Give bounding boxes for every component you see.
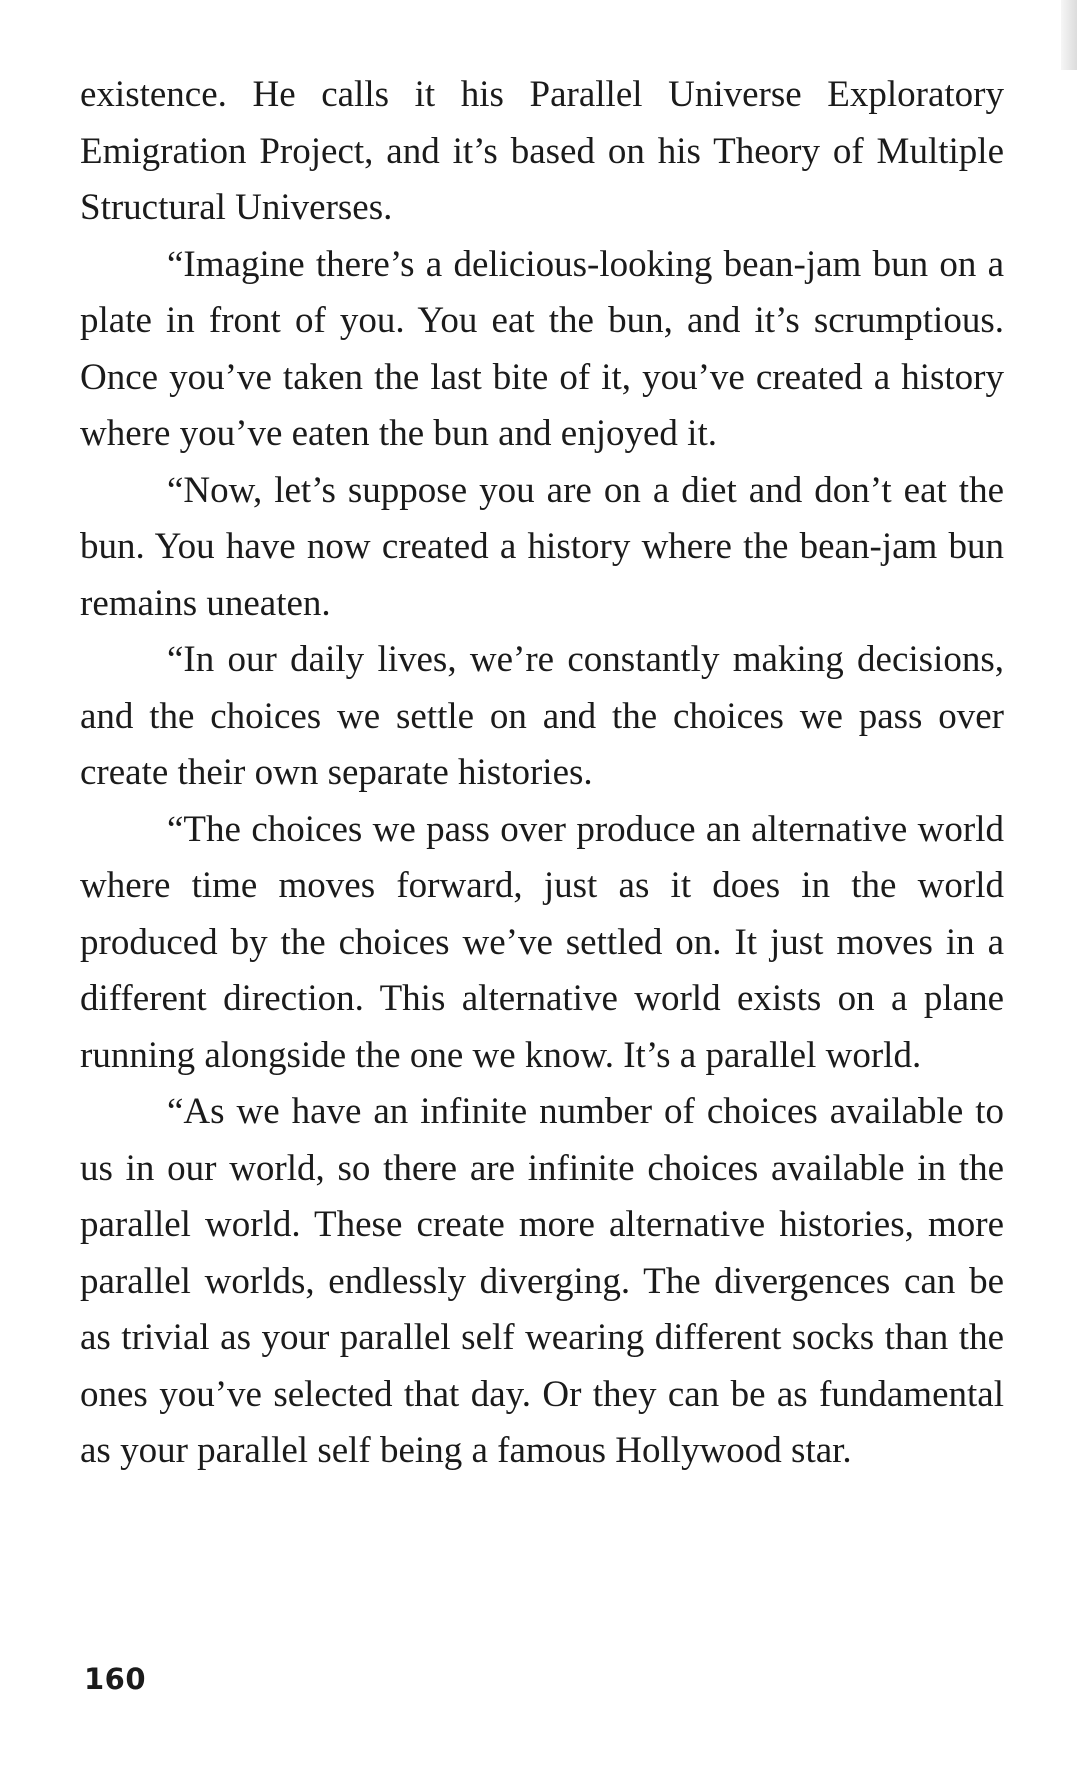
paragraph-alternative-world: “The choices we pass over produce an alternative world where time moves forward, just as it does in the world produced by the choices we’ve settled on. It just moves in a different direction. This alternative world exists on a plane running alongside the one we know. It’s a parallel world. [80, 808, 1004, 1076]
paragraph-continued: existence. He calls it his Parallel Universe Exploratory Emigration Project, and it’s based on his Theory of Multiple Structural Universes. [80, 74, 1004, 228]
paragraph-bean-jam-bun: “Imagine there’s a delicious-looking bean-jam bun on a plate in front of you. You eat the bun, and it’s scrumptious. Once you’ve taken the last bite of it, you’ve created a history where you’ve eaten the bun and enjoyed it. [80, 243, 1004, 454]
body-text [80, 67, 1004, 1480]
page-edge [1061, 0, 1077, 70]
paragraph-diet: “Now, let’s suppose you are on a diet and don’t eat the bun. You have now created a history where the bean-jam bun remains uneaten. [80, 469, 1004, 624]
paragraph-daily-lives: “In our daily lives, we’re constantly making decisions, and the choices we settle on and the choices we pass over create their own separate histories. [80, 639, 1004, 793]
paragraph-infinite-choices: “As we have an infinite number of choices available to us in our world, so there are infinite choices available in the parallel world. These create more alternative histories, more parallel worlds, endlessly diverging. The divergences can be as trivial as your parallel self wearing different socks than the ones you’ve selected that day. Or they can be as fundamental as your parallel self being a famous Hollywood star. [80, 1091, 1004, 1471]
page-number: 160 [84, 1662, 147, 1696]
